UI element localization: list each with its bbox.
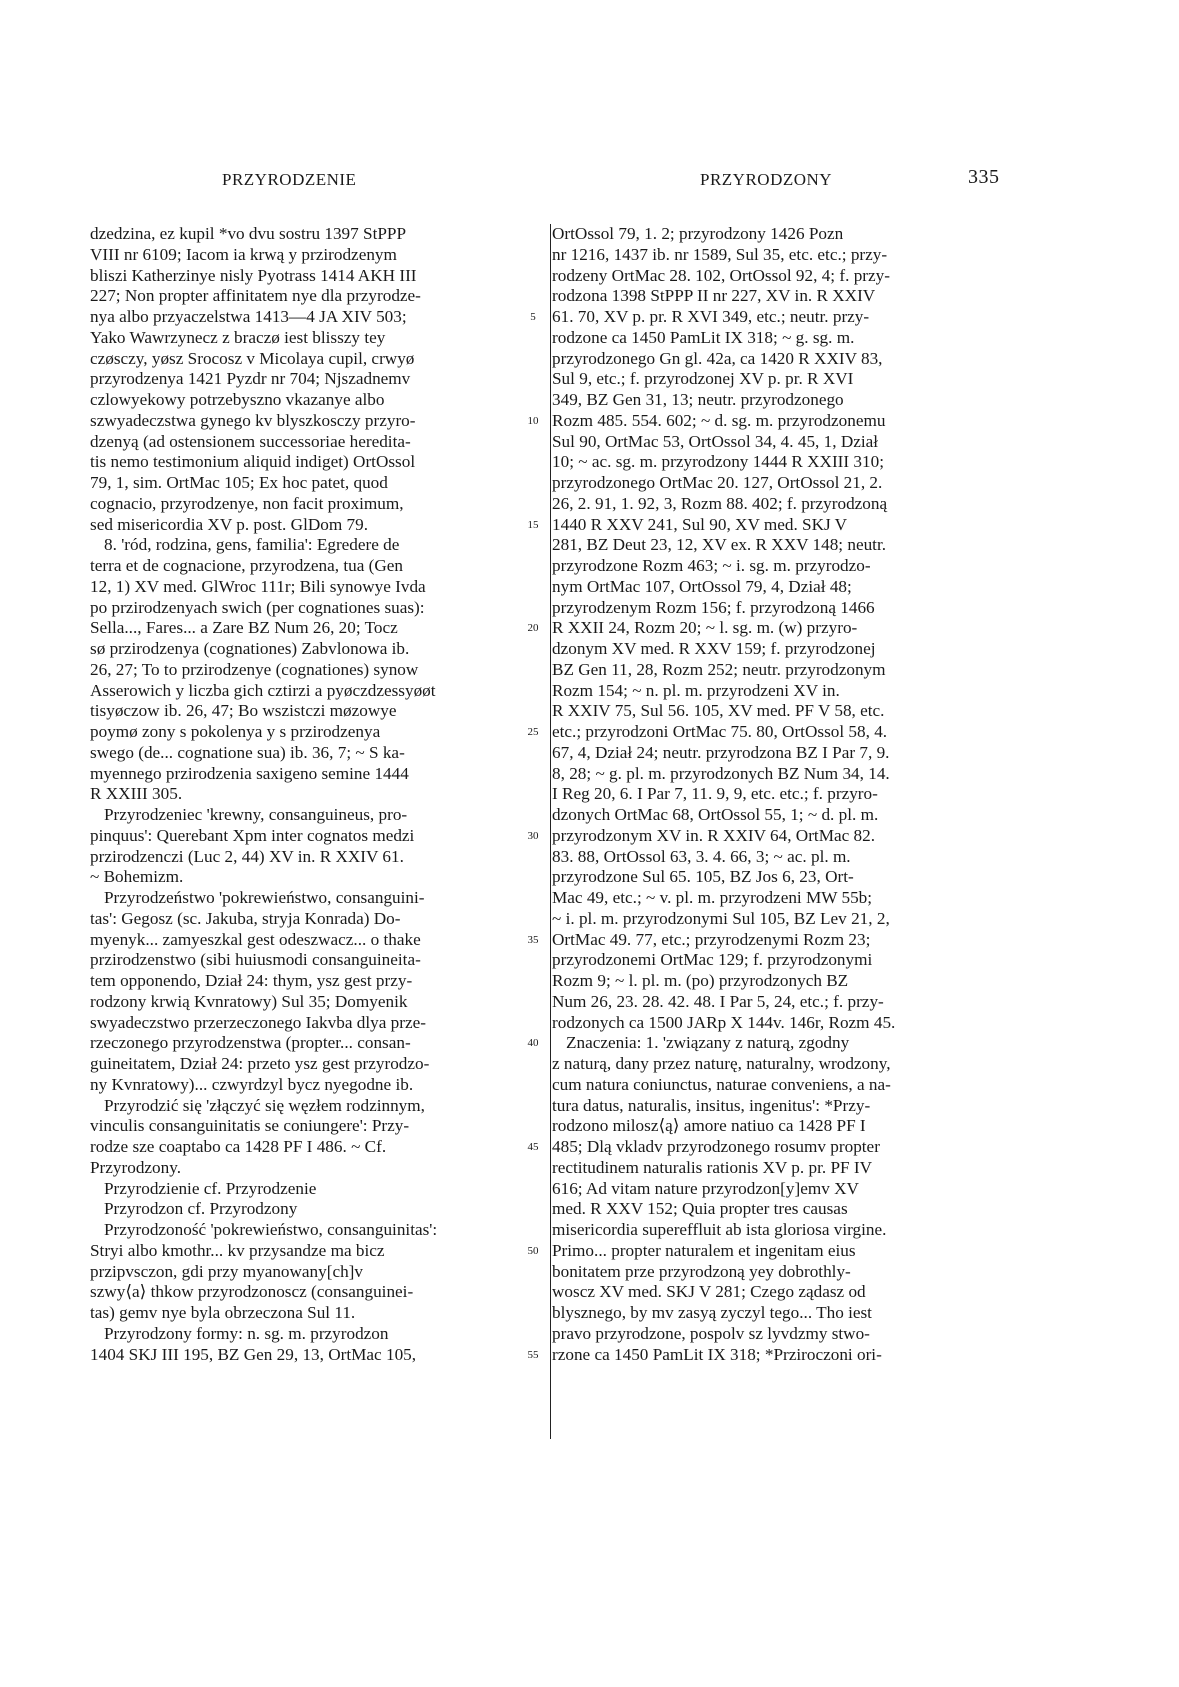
text-line: swyadeczstwo przerzeczonego Iakvba dlya prze- (90, 1012, 426, 1032)
text-line: pinquus': Querebant Xpm inter cognatos medzi (90, 825, 415, 845)
text-line: sø przirodzenya (cognationes) Zabvlonowa ib. (90, 639, 410, 658)
text-line: Primo... propter naturalem et ingenitam eius (552, 1240, 856, 1260)
text-line: myennego przirodzenia saxigeno semine 1444 (90, 763, 409, 783)
text-line: rodzonych ca 1500 JARp X 144v. 146r, Rozm 45. (552, 1012, 896, 1032)
line-number (520, 764, 546, 785)
line-number: 55 (527, 1348, 539, 1361)
line-number (520, 805, 546, 826)
text-line: szwy⟨a⟩ thkow przyrodzonoscz (consanguinei- (90, 1282, 414, 1302)
text-line: po przirodzenyach swich (per cognationes suas): (90, 597, 425, 617)
line-number (520, 784, 546, 805)
line-number (520, 639, 546, 660)
line-number (520, 432, 546, 453)
right-column (552, 224, 980, 1365)
text-line: etc.; przyrodzoni OrtMac 75. 80, OrtOssol 58, 4. (552, 722, 888, 741)
text-line: 349, BZ Gen 31, 13; neutr. przyrodzonego (552, 390, 844, 409)
line-number: 35 (527, 933, 539, 946)
line-number: 25 (527, 726, 539, 738)
line-number (520, 1096, 546, 1117)
line-number (520, 598, 546, 619)
text-line: Przyrodzeniec 'krewny, consanguineus, pro- (104, 805, 408, 824)
text-line: rodzone ca 1450 PamLit IX 318; ~ g. sg. m. (552, 327, 855, 347)
line-number (520, 535, 546, 556)
text-line: 281, BZ Deut 23, 12, XV ex. R XXV 148; neutr. (552, 535, 887, 555)
line-number (520, 1262, 546, 1283)
text-line: Mac 49, etc.; ~ v. pl. m. przyrodzeni MW 55b; (552, 888, 873, 907)
text-line: Num 26, 23. 28. 42. 48. I Par 5, 24, etc.; f. przy- (552, 991, 884, 1011)
text-line: ~ Bohemizm. (90, 867, 184, 887)
text-line: 227; Non propter affinitatem nye dla przyrodze- (90, 286, 421, 306)
text-line: myenyk... zamyeszkal gest odeszwacz... o thake (90, 929, 421, 949)
text-line: R XXIII 305. (90, 784, 183, 804)
text-line: bliszi Katherzinye nisly Pyotrass 1414 AKH III (90, 265, 417, 285)
line-number (520, 494, 546, 515)
line-number (520, 1324, 546, 1345)
line-number (520, 1220, 546, 1241)
text-line: przyrodzonego Gn gl. 42a, ca 1420 R XXIV 83, (552, 348, 883, 368)
line-number (520, 369, 546, 390)
text-line: sed misericordia XV p. post. GlDom 79. (90, 514, 368, 534)
text-line: guineitatem, Dział 24: przeto ysz gest przyrodzo- (90, 1054, 430, 1073)
text-line: przyrodzonemi OrtMac 129; f. przyrodzonymi (552, 950, 873, 970)
text-line: przyrodzenym Rozm 156; f. przyrodzoną 1466 (552, 597, 875, 617)
line-number (520, 1075, 546, 1096)
text-line: Przyrodzon cf. Przyrodzony (104, 1199, 298, 1219)
text-line: rodzona 1398 StPPP II nr 227, XV in. R XXIV (552, 286, 876, 306)
text-line: nym OrtMac 107, OrtOssol 79, 4, Dział 48; (552, 576, 852, 596)
line-number (520, 1199, 546, 1220)
text-line: rodzono milosz⟨ą⟩ amore natiuo ca 1428 PF I (552, 1116, 866, 1136)
line-number (520, 681, 546, 702)
text-line: OrtOssol 79, 1. 2; przyrodzony 1426 Pozn (552, 224, 844, 243)
text-line: ny Kvnratowy)... czwyrdzyl bycz nyegodne ib. (90, 1074, 414, 1094)
line-number: 15 (527, 518, 539, 531)
text-line: dzonym XV med. R XXV 159; f. przyrodzonej (552, 639, 876, 658)
text-line: tisyøczow ib. 26, 47; Bo wszistczi møzowye (90, 701, 397, 721)
text-line: tas': Gegosz (sc. Jakuba, stryja Konrada) Do- (90, 908, 401, 928)
line-number (520, 1158, 546, 1179)
text-line: Sella..., Fares... a Zare BZ Num 26, 20; Tocz (90, 618, 398, 638)
text-line: przyrodzenya 1421 Pyzdr nr 704; Njszadnemv (90, 369, 411, 389)
text-line: czøsczy, yøsz Srocosz v Micolaya cupil, crwyø (90, 348, 415, 368)
text-line: przyrodzonym XV in. R XXIV 64, OrtMac 82. (552, 825, 876, 845)
line-number: 45 (527, 1141, 539, 1153)
text-line: przipvsczon, gdi przy myanowany[ch]v (90, 1261, 364, 1281)
text-line: przyrodzone Sul 65. 105, BZ Jos 6, 23, Ort- (552, 867, 854, 887)
line-number (520, 577, 546, 598)
line-number (520, 950, 546, 971)
text-line: 616; Ad vitam nature przyrodzon[y]emv XV (552, 1178, 859, 1198)
text-line: poymø zony s pokolenya y s przirodzenya (90, 722, 381, 741)
text-line: Asserowich y liczba gich cztirzi a pyøczdzessyøøt (90, 680, 436, 700)
text-line: 83. 88, OrtOssol 63, 3. 4. 66, 3; ~ ac. pl. m. (552, 846, 851, 866)
left-column (90, 224, 518, 1365)
left-running-head: PRZYRODZENIE (222, 170, 357, 189)
text-line: cognacio, przyrodzenye, non facit proximum, (90, 493, 404, 513)
text-line: Sul 9, etc.; f. przyrodzonej XV p. pr. R XVI (552, 369, 854, 389)
text-line: R XXIV 75, Sul 56. 105, XV med. PF V 58, etc. (552, 701, 885, 721)
text-line: Yako Wawrzynecz z braczø iest blisszy tey (90, 327, 386, 347)
line-number-gutter (520, 224, 546, 1386)
text-line: dzonych OrtMac 68, OrtOssol 55, 1; ~ d. pl. m. (552, 805, 879, 824)
line-number: 40 (527, 1037, 539, 1050)
line-number: 20 (527, 622, 539, 635)
text-line: I Reg 20, 6. I Par 7, 11. 9, 9, etc. etc.; f. przyro- (552, 784, 878, 804)
text-line: Przyrodzić się 'złączyć się węzłem rodzinnym, (104, 1095, 425, 1115)
line-number (520, 909, 546, 930)
line-number (520, 473, 546, 494)
line-number (520, 701, 546, 722)
text-line: tis nemo testimonium aliquid indiget) OrtOssol (90, 452, 416, 472)
line-number (520, 245, 546, 266)
text-line: Przyrodzony formy: n. sg. m. przyrodzon (104, 1323, 389, 1343)
text-line: Przyrodzeństwo 'pokrewieństwo, consanguini- (104, 888, 425, 907)
text-line: tas) gemv nye byla obrzeczona Sul 11. (90, 1303, 356, 1322)
text-line: misericordia supereffluit ab ista gloriosa virgine. (552, 1220, 887, 1239)
right-running-head: PRZYRODZONY (700, 170, 833, 189)
text-line: swego (de... cognatione sua) ib. 36, 7; ~ S ka- (90, 742, 405, 762)
text-line: nr 1216, 1437 ib. nr 1589, Sul 35, etc. etc.; przy- (552, 244, 888, 264)
line-number (520, 867, 546, 888)
text-line: R XXII 24, Rozm 20; ~ l. sg. m. (w) przyro- (552, 618, 858, 638)
line-number (520, 888, 546, 909)
line-number (520, 1013, 546, 1034)
line-number (520, 971, 546, 992)
line-number (520, 743, 546, 764)
text-line: Przyrodzony. (90, 1157, 182, 1177)
text-line: pravo przyrodzone, pospolv sz lyvdzmy stwo- (552, 1323, 870, 1343)
text-line: 8. 'ród, rodzina, gens, familia': Egredere de (104, 535, 400, 555)
line-number (520, 992, 546, 1013)
line-number (520, 390, 546, 411)
text-line: BZ Gen 11, 28, Rozm 252; neutr. przyrodzonym (552, 659, 886, 679)
line-number (520, 1054, 546, 1075)
text-line: terra et de cognacione, przyrodzena, tua (Gen (90, 556, 404, 575)
line-number: 10 (527, 414, 539, 427)
text-line: blysznego, by mv zasyą zyczyl tego... Tho iest (552, 1303, 872, 1322)
text-line: rzeczonego przyrodzenstwa (propter... consan- (90, 1033, 411, 1053)
text-line: 79, 1, sim. OrtMac 105; Ex hoc patet, quod (90, 473, 388, 492)
text-line: 485; Dlą vkladv przyrodzonego rosumv propter (552, 1137, 880, 1156)
line-number (520, 847, 546, 868)
line-number (520, 224, 546, 245)
text-line: 8, 28; ~ g. pl. m. przyrodzonych BZ Num 34, 14. (552, 763, 890, 783)
line-number (520, 660, 546, 681)
text-line: Rozm 9; ~ l. pl. m. (po) przyrodzonych BZ (552, 971, 849, 990)
line-number (520, 1282, 546, 1303)
line-number (520, 1179, 546, 1200)
text-line: Sul 90, OrtMac 53, OrtOssol 34, 4. 45, 1, Dział (552, 431, 879, 451)
text-line: rzone ca 1450 PamLit IX 318; *Prziroczoni ori- (552, 1344, 882, 1364)
text-line: 1404 SKJ III 195, BZ Gen 29, 13, OrtMac 105, (90, 1344, 417, 1364)
text-line: ~ i. pl. m. przyrodzonymi Sul 105, BZ Lev 21, 2, (552, 908, 890, 928)
line-number (520, 349, 546, 370)
page-header (0, 166, 1179, 194)
line-number (520, 328, 546, 349)
text-line: Stryi albo kmothr... kv przysandze ma bicz (90, 1240, 385, 1260)
text-line: cum natura coniunctus, naturae conveniens, a na- (552, 1074, 891, 1094)
text-line: dzenyą (ad ostensionem successoriae hereditа- (90, 431, 411, 451)
text-line: vinculis consanguinitatis se coniungere': Przy- (90, 1116, 410, 1136)
text-line: tem opponendo, Dział 24: thym, ysz gest przy- (90, 971, 413, 990)
line-number: 50 (527, 1244, 539, 1257)
line-number (520, 1365, 546, 1386)
text-line: med. R XXV 152; Quia propter tres causas (552, 1199, 848, 1219)
text-line: Przyrodzoność 'pokrewieństwo, consanguinitas': (104, 1220, 438, 1239)
text-line: bonitatem prze przyrodzoną yey dobrothly- (552, 1261, 851, 1281)
text-line: nya albo przyaczelstwa 1413—4 JA XIV 503; (90, 307, 407, 326)
text-line: rodze sze coaptabo ca 1428 PF I 486. ~ Cf. (90, 1137, 387, 1156)
text-line: czlowyekowy potrzebyszno vkazanye albo (90, 390, 385, 409)
text-line: 10; ~ ac. sg. m. przyrodzony 1444 R XXIII 310; (552, 452, 884, 472)
line-number (520, 266, 546, 287)
text-line: z naturą, dany przez naturę, naturalny, wrodzony, (552, 1054, 891, 1073)
text-line: 1440 R XXV 241, Sul 90, XV med. SKJ V (552, 514, 848, 534)
line-number (520, 1303, 546, 1324)
line-number (520, 556, 546, 577)
text-line: Przyrodzienie cf. Przyrodzenie (104, 1178, 317, 1198)
text-line: przirodzenczi (Luc 2, 44) XV in. R XXIV 61. (90, 846, 404, 866)
text-line: woscz XV med. SKJ V 281; Czego ządasz od (552, 1282, 866, 1302)
text-line: rodzeny OrtMac 28. 102, OrtOssol 92, 4; f. przy- (552, 265, 890, 285)
text-line: Rozm 154; ~ n. pl. m. przyrodzeni XV in. (552, 680, 840, 700)
text-line: przirodzenstwo (sibi huiusmodi consanguineita- (90, 950, 421, 970)
text-line: VIII nr 6109; Iacom ia krwą y przirodzenym (90, 244, 397, 264)
page-number: 335 (968, 166, 1000, 188)
text-line: dzedzina, ez kupil *vo dvu sostru 1397 StPPP (90, 224, 407, 243)
text-line: 26, 2. 91, 1. 92, 3, Rozm 88. 402; f. przyrodzoną (552, 493, 888, 513)
line-number: 5 (530, 311, 536, 323)
text-line: rectitudinem naturalis rationis XV p. pr. PF IV (552, 1157, 872, 1177)
text-line: OrtMac 49. 77, etc.; przyrodzenymi Rozm 23; (552, 929, 871, 949)
text-line: Znaczenia: 1. 'związany z naturą, zgodny (566, 1033, 850, 1053)
text-line: 61. 70, XV p. pr. R XVI 349, etc.; neutr. przy- (552, 307, 870, 326)
text-line: rodzony krwią Kvnratowy) Sul 35; Domyenik (90, 991, 408, 1011)
column-divider (550, 224, 551, 1439)
text-line: przyrodzonego OrtMac 20. 127, OrtOssol 21, 2. (552, 473, 883, 492)
text-line: tura datus, naturalis, insitus, ingenitus': *Przy- (552, 1095, 871, 1115)
text-line: przyrodzone Rozm 463; ~ i. sg. m. przyrodzo- (552, 556, 871, 575)
text-line: szwyadeczstwa gynego kv blyszkosczy przyro- (90, 410, 416, 430)
line-number (520, 1116, 546, 1137)
text-line: 26, 27; To to przirodzenye (cognationes) synow (90, 659, 419, 679)
line-number (520, 452, 546, 473)
text-line: 67, 4, Dział 24; neutr. przyrodzona BZ I Par 7, 9. (552, 742, 890, 762)
line-number (520, 286, 546, 307)
text-line: 12, 1) XV med. GlWroc 111r; Bili synowye Ivda (90, 576, 426, 596)
line-number: 30 (527, 829, 539, 842)
text-line: Rozm 485. 554. 602; ~ d. sg. m. przyrodzonemu (552, 410, 886, 430)
